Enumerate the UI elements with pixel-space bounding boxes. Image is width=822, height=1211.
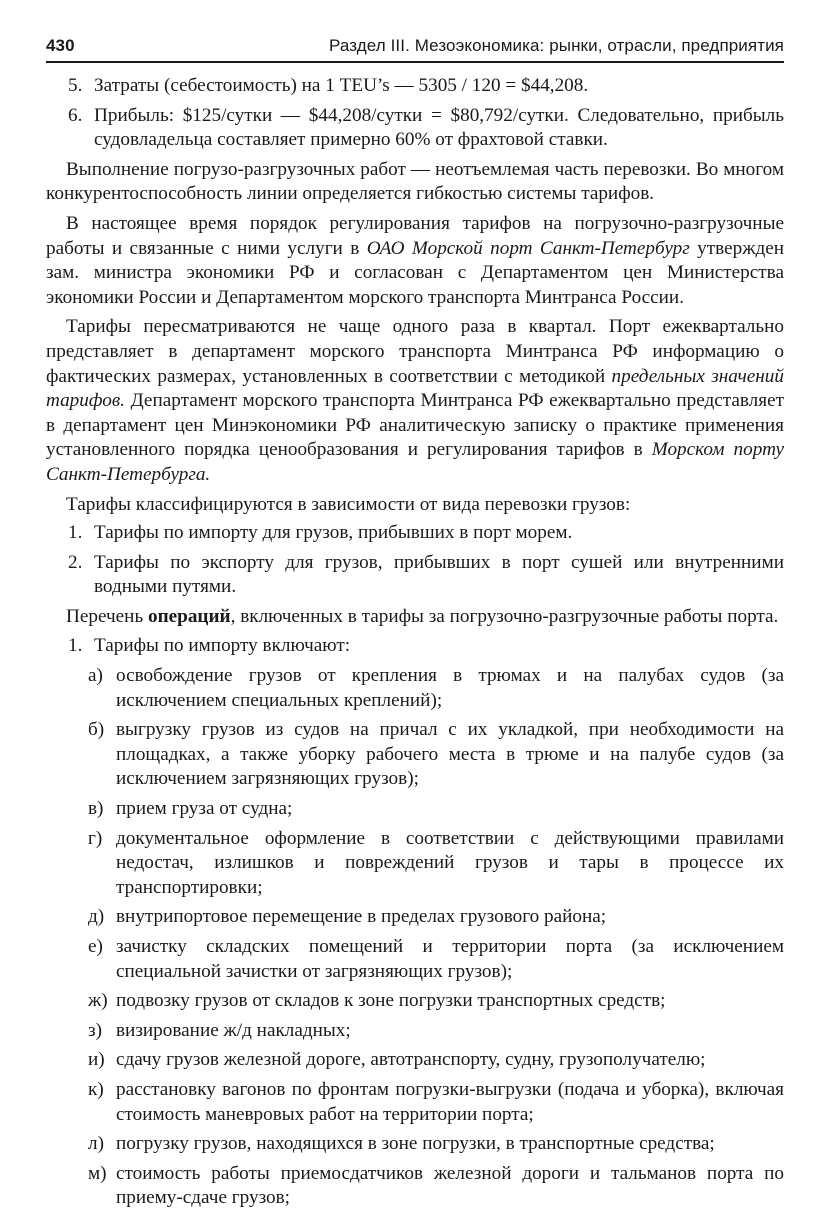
list-item: б) выгрузку грузов из судов на причал с их укладкой, при необходимости на площадках, а также уборку рабочего места в трюме и на палубе судов (за исключением загрязняющих грузов); bbox=[88, 719, 784, 790]
list-item: 1. Тарифы по импорту для грузов, прибывших в порт морем. bbox=[68, 522, 573, 544]
list-item: в) прием груза от судна; bbox=[88, 798, 293, 820]
list-item: м) стоимость работы приемосдатчиков железной дороги и тальманов порта по приему-сдаче грузов; bbox=[88, 1162, 784, 1209]
paragraph: Тарифы пересматриваются не чаще одного раза в квартал. Порт ежеквартально представляет в департамент морского транспорта Минтранса РФ информацию о фактических размерах, установленных в соответствии с методикой предельных значений тарифов. Департамент морского транспорта Минтранса РФ ежеквартально представляет в департамент цен Минэкономики РФ аналитическую записку о практике применения установленного порядка ценообразования и регулирования тарифов в Морском порту Санкт-Петербурга. bbox=[46, 316, 784, 485]
list-item: к) расстановку вагонов по фронтам погрузки-выгрузки (подача и уборка), включая стоимость маневровых работ на территории порта; bbox=[88, 1078, 784, 1125]
import-list bbox=[46, 664, 784, 1211]
list-item: 2. Тарифы по экспорту для грузов, прибывших в порт сушей или внутренними водными путями. bbox=[68, 551, 784, 598]
paragraph: Перечень операций, включенных в тарифы за погрузочно-разгрузочные работы порта. bbox=[66, 605, 779, 627]
paragraph: Тарифы классифицируются в зависимости от вида перевозки грузов: bbox=[66, 493, 631, 515]
page-body bbox=[46, 74, 784, 1211]
list-item: л) погрузку грузов, находящихся в зоне погрузки, в транспортные средства; bbox=[88, 1133, 715, 1155]
list-item: и) сдачу грузов железной дороге, автотранспорту, судну, грузополучателю; bbox=[88, 1049, 706, 1071]
list-item: д) внутрипортовое перемещение в пределах грузового района; bbox=[88, 906, 607, 928]
paragraph: В настоящее время порядок регулирования тарифов на погрузочно-разгрузочные работы и связанные с ними услуги в ОАО Морской порт Санкт-Петербург утвержден зам. министра экономики РФ и согласован с Департаментом цен Министерства экономики России и Департаментом морского транспорта Минтранса России. bbox=[46, 212, 785, 308]
running-title: Раздел III. Мезоэкономика: рынки, отрасли, предприятия bbox=[328, 36, 784, 55]
list-item: г) документальное оформление в соответствии с действующими правилами недостач, излишков и повреждений грузов и тары в процессе их транспортировки; bbox=[88, 827, 784, 898]
list-heading: 1. Тарифы по импорту включают: bbox=[68, 635, 351, 657]
page-number: 430 bbox=[46, 36, 75, 55]
list-item: е) зачистку складских помещений и территории порта (за исключением специальной зачистки от загрязняющих грузов); bbox=[88, 936, 784, 982]
running-header bbox=[46, 0, 784, 63]
list-item: з) визирование ж/д накладных; bbox=[88, 1019, 351, 1041]
list-item: 5. Затраты (себестоимость) на 1 TEU’s — 5305 / 120 = $44,208. bbox=[68, 75, 589, 96]
paragraph: Выполнение погрузо-разгрузочных работ — неотъемлемая часть перевозки. Во многом конкурентоспособность линии определяется гибкостью системы тарифов. bbox=[46, 158, 784, 205]
list-item: а) освобождение грузов от крепления в трюмах и на палубах судов (за исключением специальных креплений); bbox=[88, 665, 784, 711]
list-item: ж) подвозку грузов от складов к зоне погрузки транспортных средств; bbox=[88, 990, 666, 1012]
list-item: 6. Прибыль: $125/сутки — $44,208/сутки = $80,792/сутки. Следовательно, прибыль судовладельца составляет примерно 60% от фрахтовой ставки. bbox=[68, 104, 784, 151]
